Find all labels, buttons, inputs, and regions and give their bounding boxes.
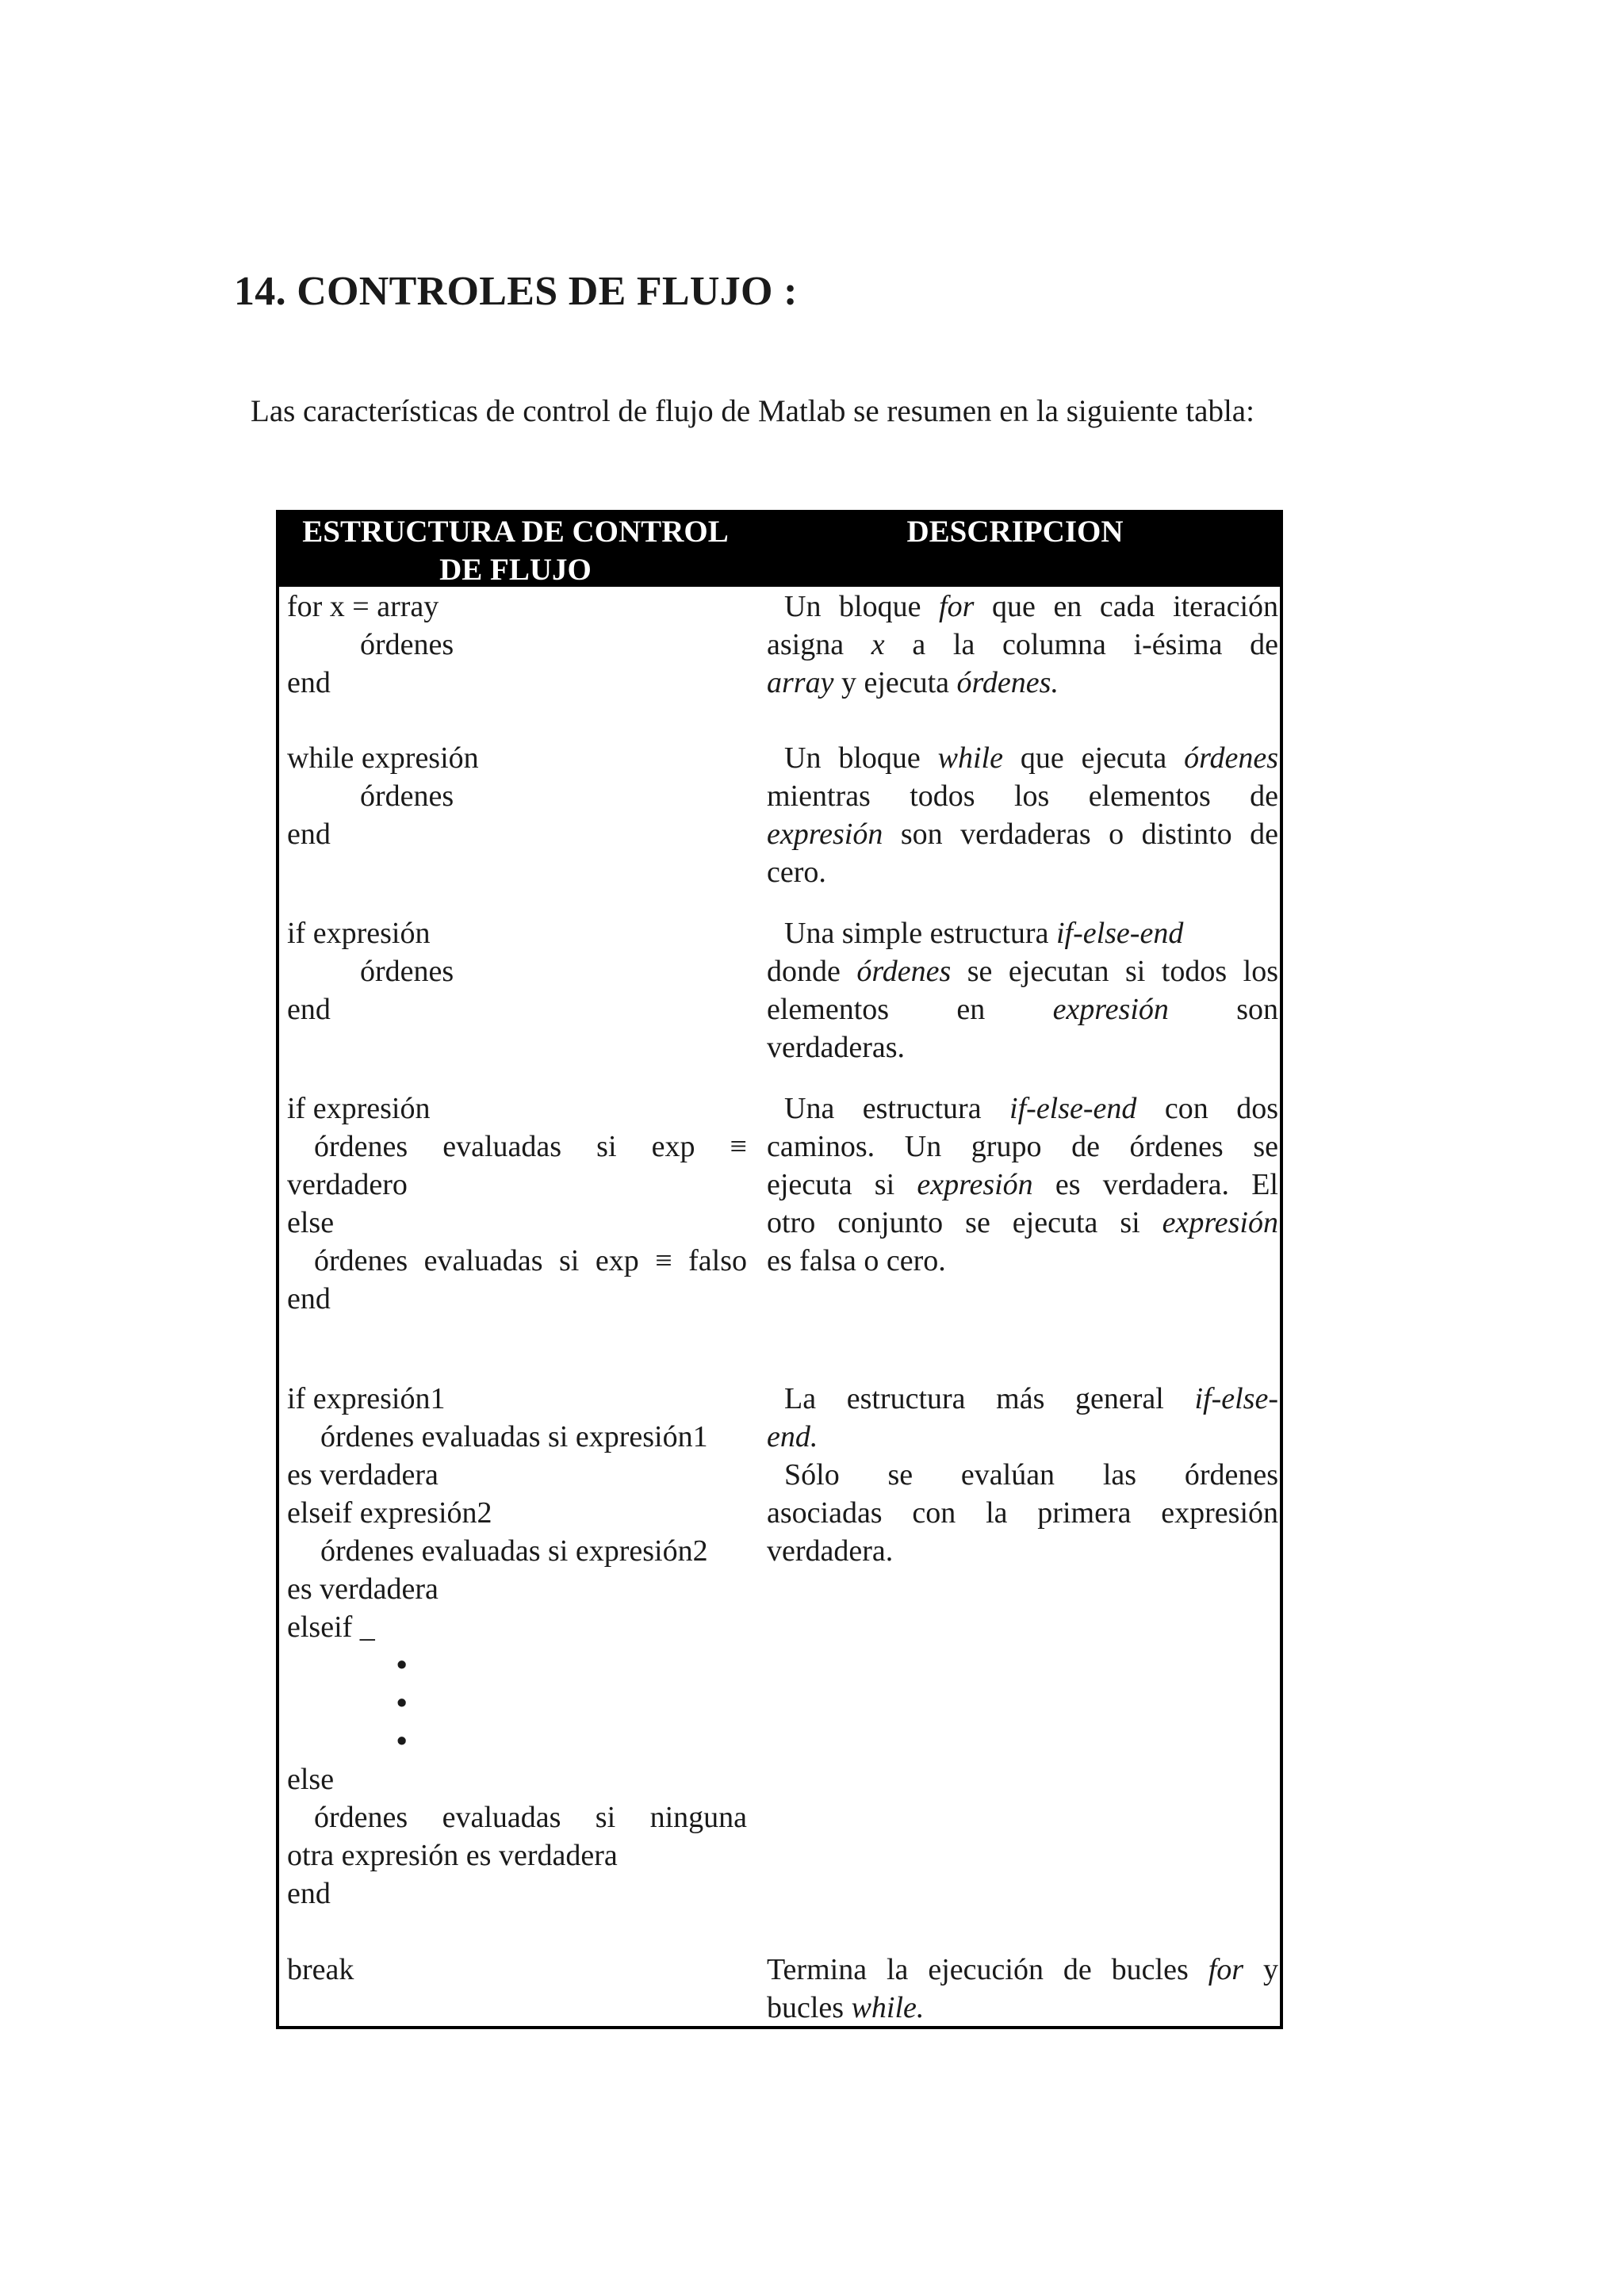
desc-text: que en cada iteración [974, 590, 1278, 623]
desc-italic: x [871, 628, 885, 661]
desc-italic: for [1208, 1953, 1244, 1986]
desc-text: Termina la ejecución de bucles [767, 1953, 1208, 1986]
desc-line [767, 1951, 1278, 1989]
desc-line [767, 990, 1278, 1028]
ellipsis-dot: • [396, 1687, 408, 1720]
desc-text: con dos [1136, 1092, 1278, 1125]
desc-line [767, 664, 1278, 702]
code-line: end [287, 993, 331, 1026]
desc-text: Una simple estructura [784, 917, 1056, 950]
code-line: elseif expresión2 [287, 1496, 492, 1530]
code-line: break [287, 1953, 354, 1986]
desc-italic: if-else-end [1009, 1092, 1137, 1125]
desc-line [767, 952, 1278, 990]
code-line: elseif _ [287, 1610, 375, 1644]
desc-italic: array [767, 666, 834, 699]
desc-line [767, 1989, 1278, 2027]
desc-text: Un bloque [784, 741, 938, 775]
ellipsis-dot: • [396, 1725, 408, 1758]
desc-line: mientras todos los elementos de [767, 779, 1278, 813]
header-structure [285, 513, 745, 589]
code-line: for x = array [287, 590, 439, 623]
code-line: órdenes evaluadas si expresión2 [320, 1534, 708, 1568]
desc-italic: órdenes [856, 955, 952, 988]
table-row-for-description [767, 588, 1278, 702]
table-row-for-code [287, 588, 747, 702]
desc-text: bucles [767, 1991, 852, 2024]
header-structure-line1: ESTRUCTURA DE CONTROL [302, 515, 729, 549]
code-line: órdenes evaluadas si ninguna [314, 1801, 747, 1834]
code-line: if expresión [287, 1092, 431, 1125]
desc-line [767, 815, 1278, 853]
table-row-if-description [767, 914, 1278, 1067]
desc-italic: órdenes [1184, 741, 1278, 775]
page-title: 14. CONTROLES DE FLUJO : [234, 269, 798, 314]
desc-line: caminos. Un grupo de órdenes se [767, 1130, 1278, 1163]
desc-italic: while [937, 741, 1003, 775]
table-row-ifelse-code [287, 1090, 747, 1318]
code-line: verdadero [287, 1168, 408, 1201]
code-line: else [287, 1206, 335, 1239]
header-description: DESCRIPCION [906, 515, 1124, 549]
table-row-elseif-code [287, 1380, 747, 1913]
code-line: es verdadera [287, 1572, 439, 1606]
desc-line [767, 739, 1278, 777]
desc-line [767, 914, 1278, 952]
desc-line: verdadera. [767, 1534, 894, 1568]
desc-italic: órdenes. [956, 666, 1059, 699]
table-row-elseif-description [767, 1380, 1278, 1570]
desc-text: Una estructura [784, 1092, 1010, 1125]
desc-italic: expresión [917, 1168, 1033, 1201]
code-line: órdenes [360, 955, 454, 988]
table-row-ifelse-description [767, 1090, 1278, 1280]
code-line: end [287, 666, 331, 699]
intro-paragraph: Las características de control de flujo de Matlab se resumen en la siguiente tabla: [251, 394, 1254, 428]
desc-italic: expresión [1052, 993, 1169, 1026]
desc-text: ejecuta si [767, 1168, 917, 1201]
desc-text: a la columna i-ésima de [884, 628, 1278, 661]
desc-italic: for [939, 590, 975, 623]
desc-line [767, 588, 1278, 626]
desc-line: Sólo se evalúan las órdenes [784, 1458, 1278, 1492]
code-line: órdenes evaluadas si exp ≡ [314, 1130, 747, 1163]
desc-line: cero. [767, 856, 826, 889]
desc-italic: while. [851, 1991, 925, 2024]
desc-text: son [1168, 993, 1278, 1026]
code-line: órdenes [360, 628, 454, 661]
desc-text: donde [767, 955, 857, 988]
desc-italic: expresión [1162, 1206, 1278, 1239]
code-line: else [287, 1763, 335, 1796]
desc-text: Un bloque [784, 590, 940, 623]
desc-line [767, 1380, 1278, 1418]
desc-line: verdaderas. [767, 1031, 906, 1064]
desc-line [767, 1090, 1278, 1128]
table-row-while-code [287, 739, 747, 853]
desc-line [767, 1418, 1278, 1456]
desc-italic: if-else-end [1055, 917, 1184, 950]
desc-italic: if-else- [1194, 1382, 1278, 1415]
table-row-break-description [767, 1951, 1278, 2027]
desc-line [767, 626, 1278, 664]
header-structure-line2: DE FLUJO [439, 553, 592, 587]
desc-text: La estructura más general [784, 1382, 1195, 1415]
code-line: while expresión [287, 741, 479, 775]
code-line: es verdadera [287, 1458, 439, 1492]
code-line: órdenes evaluadas si expresión1 [320, 1420, 708, 1453]
table-row-break-code [287, 1951, 747, 1989]
desc-italic: end. [767, 1420, 818, 1453]
desc-line [767, 1204, 1278, 1242]
desc-text: que ejecuta [1002, 741, 1185, 775]
desc-text: y ejecuta [833, 666, 957, 699]
code-line: otra expresión es verdadera [287, 1839, 618, 1872]
desc-italic: expresión [767, 818, 883, 851]
table-row-if-code [287, 914, 747, 1028]
ellipsis-dot: • [396, 1649, 408, 1682]
code-line: end [287, 1877, 331, 1910]
desc-line: es falsa o cero. [767, 1244, 946, 1277]
desc-text: elementos en [767, 993, 1053, 1026]
desc-line: asociadas con la primera expresión [767, 1496, 1278, 1530]
desc-text: se ejecutan si todos los [951, 955, 1278, 988]
desc-text: son verdaderas o distinto de [883, 818, 1278, 851]
table-row-while-description [767, 739, 1278, 891]
code-line: if expresión [287, 917, 431, 950]
desc-text: asigna [767, 628, 871, 661]
desc-text: es verdadera. El [1032, 1168, 1278, 1201]
desc-text: y [1243, 1953, 1278, 1986]
desc-line [767, 1166, 1278, 1204]
code-line: órdenes evaluadas si exp ≡ falso [314, 1244, 747, 1277]
code-line: órdenes [360, 779, 454, 813]
code-line: if expresión1 [287, 1382, 446, 1415]
code-line: end [287, 1282, 331, 1316]
desc-text: otro conjunto se ejecuta si [767, 1206, 1162, 1239]
code-line: end [287, 818, 331, 851]
